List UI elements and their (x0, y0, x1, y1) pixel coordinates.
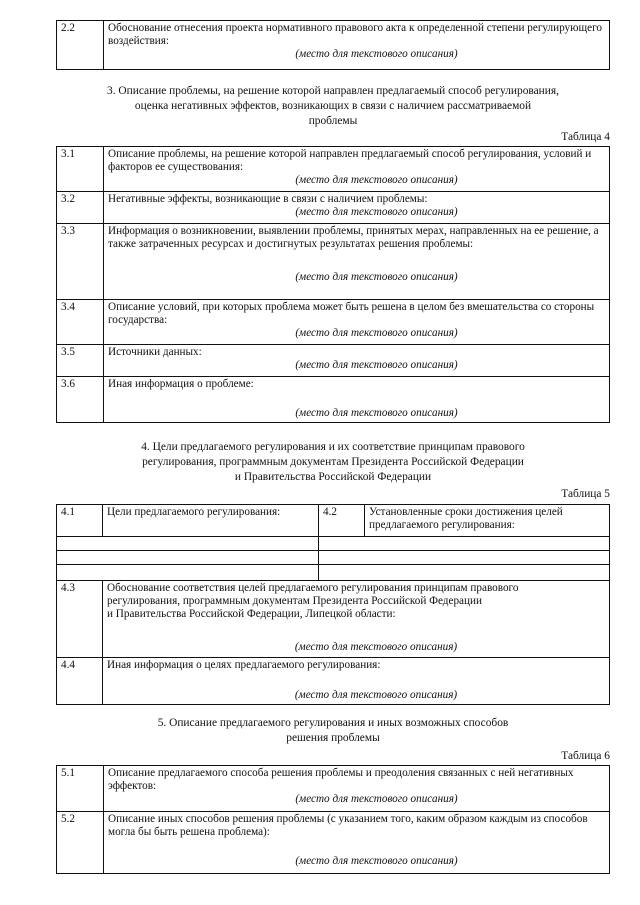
section-4-title (56, 440, 610, 485)
row-text: Описание предлагаемого способа решения проблемы и преодоления связанных с ней негативных эффектов: (108, 767, 574, 792)
row-cell (104, 147, 610, 192)
row-cell (104, 377, 610, 423)
section-3-title-line3: проблемы (308, 115, 358, 127)
row-cell (103, 658, 610, 705)
row-text: Описание иных способов решения проблемы (с указанием того, каким образом каждым из способов могла бы быть решена проблема): (108, 813, 588, 838)
placeholder-text: (место для текстового описания) (295, 793, 458, 805)
placeholder-text: (место для текстового описания) (294, 641, 458, 653)
table-row (57, 565, 610, 581)
section-5-title-line1: 5. Описание предлагаемого регулирования и иных возможных способов (157, 717, 509, 729)
row-text: Информация о возникновении, выявлении проблемы, принятых мерах, направленных на ее решение, а также затраченных ресурсах и достигнутых результатах решения проблемы: (108, 225, 599, 250)
table-row (57, 21, 610, 70)
row-cell (104, 192, 610, 224)
table-6-caption: Таблица 6 (561, 750, 610, 762)
terms-header: Установленные сроки достижения целей предлагаемого регулирования: (365, 505, 610, 537)
placeholder-text: (место для текстового описания) (295, 271, 458, 283)
row-number: 2.2 (57, 21, 104, 70)
row-number: 3.6 (57, 377, 104, 423)
placeholder-text: (место для текстового описания) (295, 327, 458, 339)
table-row (57, 658, 610, 705)
row-text: Источники данных: (108, 346, 202, 358)
row-number: 4.1 (57, 505, 103, 537)
table-row (57, 505, 610, 537)
placeholder-text: (место для текстового описания) (295, 174, 458, 186)
goals-empty-cell (57, 537, 319, 551)
placeholder-text: (место для текстового описания) (295, 206, 458, 218)
table-top (56, 20, 610, 70)
row-number: 4.4 (57, 658, 103, 705)
row-text-line3: и Правительства Российской Федерации, Липецкой области: (107, 608, 396, 620)
row-text: Негативные эффекты, возникающие в связи с наличием проблемы: (108, 193, 428, 205)
table-6 (56, 765, 610, 874)
table-row (57, 537, 610, 551)
row-text: Описание проблемы, на решение которой направлен предлагаемый способ регулирования, условий и факторов ее существования: (108, 148, 592, 173)
row-cell (104, 21, 610, 70)
row-text-line2: регулирования, программным документам Президента Российской Федерации (107, 595, 482, 607)
section-3-title (56, 84, 610, 129)
table-4 (56, 146, 610, 423)
row-cell (104, 224, 610, 300)
table-row (57, 551, 610, 565)
row-cell (103, 581, 610, 658)
row-text: Обоснование отнесения проекта нормативного правового акта к определенной степени регулирующего воздействия: (108, 22, 602, 47)
row-text: Иная информация о проблеме: (108, 378, 254, 390)
table-4-caption: Таблица 4 (561, 131, 610, 143)
table-row (57, 766, 610, 812)
row-text: Описание условий, при которых проблема может быть решена в целом без вмешательства со стороны государства: (108, 301, 595, 326)
table-row (57, 147, 610, 192)
table-5 (56, 504, 610, 705)
row-number: 4.3 (57, 581, 103, 658)
row-number: 3.3 (57, 224, 104, 300)
table-row (57, 192, 610, 224)
table-row (57, 377, 610, 423)
row-text: Иная информация о целях предлагаемого регулирования: (107, 659, 381, 671)
placeholder-text: (место для текстового описания) (295, 48, 458, 60)
row-number: 3.1 (57, 147, 104, 192)
section-5-title-line2: решения проблемы (286, 732, 380, 744)
goals-header: Цели предлагаемого регулирования: (103, 505, 319, 537)
table-row (57, 224, 610, 300)
placeholder-text: (место для текстового описания) (294, 689, 458, 701)
row-number: 4.2 (319, 505, 365, 537)
section-3-title-line2: оценка негативных эффектов, возникающих в связи с наличием рассматриваемой (134, 100, 532, 112)
goals-empty-cell (57, 551, 319, 565)
placeholder-text: (место для текстового описания) (295, 855, 458, 867)
section-3-title-line1: 3. Описание проблемы, на решение которой направлен предлагаемый способ регулирования, (107, 85, 559, 97)
table-row (57, 300, 610, 345)
row-number: 3.2 (57, 192, 104, 224)
table-row (57, 581, 610, 658)
row-text-line1: Обоснование соответствия целей предлагаемого регулирования принципам правового (107, 582, 519, 594)
table-row (57, 812, 610, 874)
row-cell (104, 300, 610, 345)
placeholder-text: (место для текстового описания) (295, 407, 458, 419)
goals-empty-cell (57, 565, 319, 581)
row-cell (104, 766, 610, 812)
section-4-title-line1: 4. Цели предлагаемого регулирования и их соответствие принципам правового (141, 441, 525, 453)
terms-empty-cell (319, 551, 610, 565)
section-4-title-line2: регулирования, программным документам Президента Российской Федерации (142, 456, 524, 468)
row-number: 3.4 (57, 300, 104, 345)
row-cell (104, 345, 610, 377)
table-row (57, 345, 610, 377)
row-number: 3.5 (57, 345, 104, 377)
terms-empty-cell (319, 537, 610, 551)
row-cell (104, 812, 610, 874)
section-4-title-line3: и Правительства Российской Федерации (234, 471, 432, 483)
placeholder-text: (место для текстового описания) (295, 359, 458, 371)
row-number: 5.2 (57, 812, 104, 874)
terms-empty-cell (319, 565, 610, 581)
row-number: 5.1 (57, 766, 104, 812)
table-5-caption: Таблица 5 (561, 488, 610, 500)
section-5-title (56, 716, 610, 746)
